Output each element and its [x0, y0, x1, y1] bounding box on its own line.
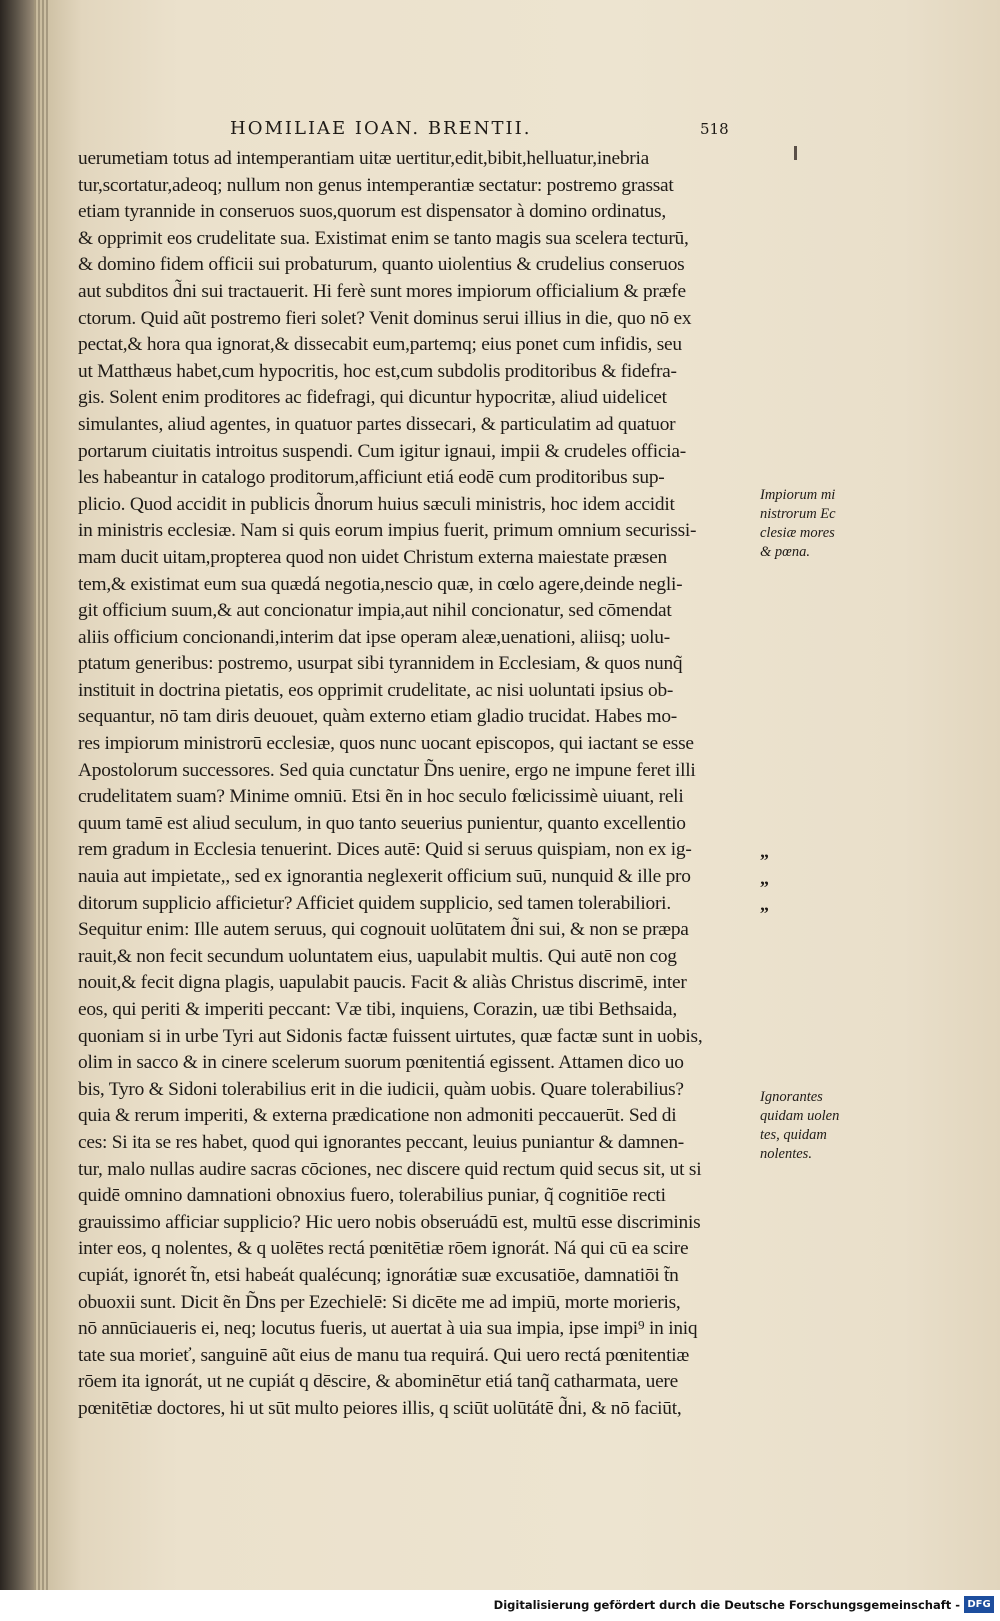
- text-line: ces: Si ita se res habet, quod qui ignorantes peccant, leuius puniantur & damnen-: [78, 1131, 685, 1153]
- text-line: gis. Solent enim proditores ac fidefragi, qui dicuntur hypocritæ, aliud uidelicet: [78, 387, 667, 409]
- text-line: bis, Tyro & Sidoni tolerabilius erit in die iudicii, quàm uobis. Quare tolerabilius?: [78, 1078, 684, 1100]
- text-line: & domino fidem officii sui probaturum, quanto uiolentius & crudelius conseruos: [78, 254, 685, 276]
- text-line: res impiorum ministrorū ecclesiæ, quos nunc uocant episcopos, qui iactant se esse: [78, 733, 694, 755]
- text-line: eos, qui periti & imperiti peccant: Væ tibi, inquiens, Corazin, uæ tibi Bethsaida,: [78, 999, 678, 1020]
- text-line: ditorum supplicio afficietur? Afficiet quidem supplicio, sed tamen tolerabiliori.: [78, 892, 671, 914]
- digitization-footer-bar: [0, 1590, 1000, 1621]
- marginal-note-line: Impiorum mi: [760, 487, 836, 503]
- quotation-mark: „: [760, 867, 769, 888]
- text-line: pœnitētiæ doctores, hi ut sūt multo peiores illis, q sciūt uolūtátē d̃ni, & nō faciūt,: [78, 1397, 682, 1419]
- text-line: aliis officium concionandi,interim dat ipse operam aleæ,uenationi, aliisq; uolu-: [78, 626, 670, 648]
- text-line: olim in sacco & in cinere scelerum suorum pœnitentiá egissent. Attamen dico uo: [78, 1052, 684, 1074]
- text-line: tem,& existimat eum sua quædá negotia,nescio quæ, in cœlo agere,deinde negli-: [78, 573, 683, 595]
- marginal-note-line: nolentes.: [760, 1146, 812, 1162]
- text-line: rem gradum in Ecclesia tenuerint. Dices autē: Quid si seruus quispiam, non ex ig-: [78, 839, 692, 861]
- dfg-logo: DFG: [964, 1596, 994, 1613]
- text-line: instituit in doctrina pietatis, eos opprimit crudelitate, ac nisi uoluntati ipsius ob-: [78, 679, 674, 701]
- text-line: ut Matthæus habet,cum hypocritis, hoc est,cum subdolis proditoribus & fidefra-: [78, 360, 677, 382]
- text-line: etiam tyrannide in conseruos suos,quorum est dispensator à domino ordinatus,: [78, 201, 666, 223]
- text-line: & opprimit eos crudelitate sua. Existimat enim se tanto magis sua scelera tecturū,: [78, 227, 689, 249]
- text-line: rōem ita ignorát, ut ne cupiát q dēscire, & abominētur etiá tanq̃ catharmata, uere: [78, 1371, 678, 1393]
- marginal-note-line: Ignorantes: [760, 1089, 823, 1105]
- marginal-note-line: quidam uolen: [760, 1108, 840, 1124]
- text-line: tate sua morieť, sanguinē aũt eius de manu tua requirá. Qui uero rectá pœnitentiæ: [78, 1344, 690, 1366]
- text-line: uerumetiam totus ad intemperantiam uitæ uertitur,edit,bibit,helluatur,inebria: [78, 148, 649, 169]
- book-page: [34, 0, 1000, 1590]
- text-line: tur, malo nullas audire sacras cōciones, nec discere quid rectum quid secus sit, ut si: [78, 1158, 702, 1180]
- marginal-note-ignorantes: [760, 1088, 860, 1164]
- quotation-mark: „: [760, 841, 769, 861]
- marginal-note-line: clesiæ mores: [760, 525, 835, 541]
- text-line: rauit,& non fecit secundum uoluntatem eius, uapulabit multis. Qui autē non cog: [78, 945, 677, 967]
- text-line: plicio. Quod accidit in publicis d̃norum huius sæculi ministris, hoc idem accidit: [78, 493, 675, 515]
- text-line: nauia aut impietate,, sed ex ignorantia neglexerit officium suū, nunquid & ille pro: [78, 866, 691, 888]
- quotation-marks-margin: [760, 838, 790, 918]
- text-line: les habeantur in catalogo proditorum,afficiunt etiá eodē cum proditoribus sup-: [78, 467, 665, 489]
- folio-number: 518: [700, 120, 729, 138]
- text-line: Sequitur enim: Ille autem seruus, qui cognouit uolūtatem d̃ni sui, & non se præpa: [78, 919, 689, 941]
- page-edge-shadow: [34, 0, 48, 1590]
- text-line: aut subditos d̃ni sui tractauerit. Hi ferè sunt mores impiorum officialium & præfe: [78, 280, 686, 302]
- text-line: pectat,& hora qua ignorat,& dissecabit eum,partemq; eius ponet cum infidis, seu: [78, 334, 682, 356]
- text-line: mam ducit uitam,propterea quod non uidet Christum externa maiestate præsen: [78, 546, 667, 568]
- text-line: crudelitatem suam? Minime omniū. Etsi ẽn in hoc seculo fœlicissimè uiuant, reli: [78, 786, 684, 808]
- running-head-title: HOMILIAE IOAN. BRENTII.: [230, 118, 532, 139]
- text-line: nouit,& fecit digna plagis, uapulabit paucis. Facit & aliàs Christus discrimē, inter: [78, 972, 687, 994]
- funding-credit: Digitalisierung gefördert durch die Deutsche Forschungsgemeinschaft -: [493, 1598, 960, 1612]
- marginal-note-impiorum: [760, 486, 860, 562]
- text-line: quoniam si in urbe Tyri aut Sidonis factæ fuissent uirtutes, quæ factæ sunt in uobis,: [78, 1025, 703, 1047]
- text-line: tur,scortatur,adeoq; nullum non genus intemperantiæ sectatur: postremo grassat: [78, 174, 674, 196]
- text-line: quidē omnino damnationi obnoxius fuero, tolerabilius puniar, q̃ cognitiōe recti: [78, 1185, 666, 1207]
- marginal-note-line: & pœna.: [760, 544, 810, 560]
- text-line: portarum ciuitatis introitus suspendi. Cum igitur ignaui, impii & crudeles officia-: [78, 440, 686, 462]
- marginal-note-line: nistrorum Ec: [760, 506, 836, 522]
- text-line: sequantur, nō tam diris deuouet, quàm externo etiam gladio trucidat. Habes mo-: [78, 706, 677, 728]
- quotation-mark: „: [760, 894, 769, 915]
- running-head: [34, 118, 1000, 144]
- text-line: quia & rerum imperiti, & externa prædicatione non admoniti peccauerūt. Sed di: [78, 1105, 677, 1127]
- text-line: grauissimo afficiar supplicio? Hic uero nobis obseruádū est, multū esse discriminis: [78, 1211, 701, 1233]
- text-line: obuoxii sunt. Dicit ẽn D̃ns per Ezechielē: Si dicēte me ad impiū, morte morieris,: [78, 1291, 681, 1313]
- text-line: simulantes, aliud agentes, in quatuor partes dissecari, & particulatim ad quatuor: [78, 413, 676, 435]
- margin-tick-mark: [794, 146, 797, 160]
- text-line: git officium suum,& aut concionatur impia,aut nihil concionatur, sed cōmendat: [78, 600, 672, 622]
- text-line: ctorum. Quid aũt postremo fieri solet? Venit dominus serui illius in die, quo nō ex: [78, 307, 692, 329]
- text-line: nō annūciaueris ei, neq; locutus fueris, ut auertat à uia sua impia, ipse impi⁹ in iniq: [78, 1318, 698, 1340]
- text-line: inter eos, q nolentes, & q uolētes rectá pœnitētiæ rōem ignorát. Ná qui cū ea scire: [78, 1238, 689, 1260]
- text-line: ptatum generibus: postremo, usurpat sibi tyrannidem in Ecclesiam, & quos nunq̃: [78, 653, 683, 675]
- body-text-column: [78, 146, 758, 1423]
- text-line: cupiát, ignorét t̃n, etsi habeát qualécunq; ignorátiæ suæ excusatiōe, damnatiōi t̃n: [78, 1264, 679, 1286]
- text-line: quum tamē est aliud seculum, in quo tanto seuerius punientur, quanto excellentio: [78, 812, 686, 834]
- text-line: Apostolorum successores. Sed quia cunctatur D̃ns uenire, ergo ne impune feret illi: [78, 759, 696, 781]
- marginal-note-line: tes, quidam: [760, 1127, 827, 1143]
- text-line: in ministris ecclesiæ. Nam si quis eorum impius fuerit, primum omnium securissi-: [78, 520, 697, 542]
